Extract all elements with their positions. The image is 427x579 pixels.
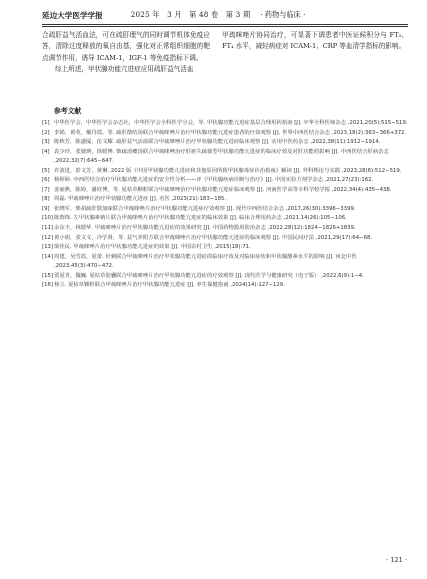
reference-item xyxy=(42,138,408,148)
reference-text: 袁少沙，张婕瑛，徐媛博. 柴疏消瘿汤联合甲巯咪唑治疗肝瘀失疏郁型甲状腺功能亢进症的临床疗效及对肝功能的影响 [J]. 中西医结合肝病杂志 ,2022,32(7):645−647. xyxy=(54,148,389,165)
reference-number: [14] xyxy=(42,253,53,260)
reference-text: 杨立. 夏枯草颗粒联合甲巯咪唑片治疗甲状腺功能亢进症 [J]. 养生保健指南 ,2024(14):127−129. xyxy=(54,282,285,289)
reference-number: [1] xyxy=(42,120,50,126)
running-header xyxy=(42,8,408,22)
reference-text: 李娟，黄英，戴丹霞，等. 疏肝散结汤联合甲巯咪唑片治疗甲状腺功能亢进症患者的疗效观察 [J]. 世界中西医结合杂志 ,2023,18(2):363−366+372. xyxy=(54,129,407,136)
conclusion-paragraph: 综上所述，甲状腺功能亢进症应用疏肝益气活血 xyxy=(55,64,194,73)
reference-number: [4] xyxy=(42,148,50,155)
issue-info: 2025 年 3 月 第 48 卷 第 3 期 xyxy=(130,10,251,19)
reference-text: 周建，吴雪霞，夏蕾. 针刺联合甲巯咪唑片治疗甲状腺功能亢进症的临床疗效及对临床症状和甲状腺激素水平的影响 [J]. 河北中医 ,2023,45(3):470−472. xyxy=(54,253,357,270)
reference-item xyxy=(42,186,408,196)
reference-number: [5] xyxy=(42,167,50,174)
reference-item xyxy=(42,205,408,215)
reference-list xyxy=(42,119,408,291)
reference-number: [16] xyxy=(42,282,53,289)
reference-item xyxy=(42,224,408,234)
reference-text: 许波进，彭文芳，黄琳 .2022 版《中国甲状腺功能亢进症和其他原因所致甲状腺毒症诊治指南》解读 [J]. 外科理论与实践 ,2023,28(6):512−519. xyxy=(54,167,402,174)
reference-text: 杨婷婷. 中西医结合治疗甲状腺功能亢进症的安全性分析——评《甲状腺疾病诊断与治疗》[J]. 中国实验方剂学杂志 ,2021,27(23):162. xyxy=(54,177,374,184)
page-number: · 121 · xyxy=(386,556,407,564)
reference-text: 周磊. 甲巯咪唑片治疗甲状腺功能亢进症 [J]. 名医 ,2023(21):183−185. xyxy=(54,196,227,203)
reference-number: [7] xyxy=(42,186,50,193)
reference-item xyxy=(42,214,408,224)
reference-number: [10] xyxy=(42,215,53,222)
conclusion-continued: 甲巯咪唑片协同治疗，可显著下调患者中医证候积分与 FT₃、FT₄ 水平，减轻病症对 ICAM-1、CRP 等血清学指标的影响。 xyxy=(222,31,408,51)
references-title: 参考文献 xyxy=(54,107,82,115)
reference-text: 贾夏青，魏巍. 夏枯草胶囊联合甲巯咪唑片治疗甲状腺功能亢进症的疗效观察 [J]. 现代医学与健康研究（电子版） ,2022,6(9):1−4. xyxy=(54,272,364,279)
reference-number: [12] xyxy=(42,234,53,241)
reference-item xyxy=(42,148,408,167)
references-section xyxy=(42,106,408,291)
body-column-right xyxy=(222,30,408,53)
reference-item xyxy=(42,234,408,244)
reference-number: [13] xyxy=(42,244,53,251)
reference-text: 姜丽燕，陈婷，潘钦博，等. 夏枯草颗粒联合甲巯咪唑治疗甲状腺功能亢进症临床观察 [J]. 河南医学高等专科学校学报 ,2022,34(4):435−438. xyxy=(54,186,392,193)
reference-item xyxy=(42,195,408,205)
reference-item xyxy=(42,129,408,139)
reference-number: [8] xyxy=(42,196,50,203)
body-paragraph: 合疏肝益气活血法，可在疏肝理气的同时调节机体免疫应答，清除过度释放的氧自由基，强化对正常组织细胞的靶点调节作用，诱导 ICAM-1，IGF-1 等免疫指标下调。 xyxy=(42,31,210,62)
reference-text: 张晓军，柴胡疏肝散加味联合甲巯咪唑片治疗甲状腺功能亢进症疗效观察 [J]. 现代中西医结合杂志 ,2017,26(30):3396−3399. xyxy=(54,205,356,212)
reference-item xyxy=(42,272,408,282)
reference-text: 陈秋芳，陈盛厦，伍文耀. 疏肝益气活血联合甲巯咪唑片治疗甲状腺功能亢进症临床观察 [J]. 实用中医药杂志 ,2022,38(11):1912−1914. xyxy=(54,139,381,146)
body-column-left xyxy=(42,30,210,75)
reference-number: [6] xyxy=(42,177,50,184)
reference-item xyxy=(42,119,408,129)
reference-number: [15] xyxy=(42,272,53,279)
reference-text: 余东丰，林德华. 甲巯咪唑片治疗甲状腺功能亢进症的效果研究 [J]. 中国药物滥用防治杂志 ,2022,28(12):1824−1826+1839. xyxy=(54,225,356,232)
reference-number: [2] xyxy=(42,129,50,136)
reference-text: 陈饰饰. 左甲状腺素钠片联合甲巯咪唑片治疗甲状腺功能亢进症的临床效果 [J]. 临床合理用药杂志 ,2021,14(26):105−106. xyxy=(54,215,347,222)
journal-name: 延边大学医学学报 xyxy=(42,10,103,20)
header-rule xyxy=(42,24,408,25)
reference-item xyxy=(42,243,408,253)
reference-text: 梁佳民. 甲巯咪唑片治疗甲状腺功能亢进症的效果 [J]. 中国农村卫生 ,2015(18):71. xyxy=(54,244,251,251)
reference-item xyxy=(42,253,408,272)
reference-item xyxy=(42,167,408,177)
header-rule-thin xyxy=(42,26,408,27)
reference-text: 中华医学会，中华医学会杂志社，中华医学会全科医学分会，等. 甲状腺功能亢进症基层合理用药指南 [J]. 中华全科医师杂志 ,2021,20(5):515−519. xyxy=(54,120,408,126)
section-name: · 药物与临床 · xyxy=(260,10,306,19)
reference-number: [9] xyxy=(42,205,50,212)
reference-number: [11] xyxy=(42,225,53,232)
reference-number: [3] xyxy=(42,139,50,146)
reference-item xyxy=(42,281,408,291)
reference-item xyxy=(42,176,408,186)
reference-text: 黄小娟，张文文，冷学贤，等. 益气养阴方联合甲巯咪唑片治疗甲状腺功能亢进症的临床观察 [J]. 中国民间疗法 ,2021,29(17):64−68. xyxy=(54,234,373,241)
